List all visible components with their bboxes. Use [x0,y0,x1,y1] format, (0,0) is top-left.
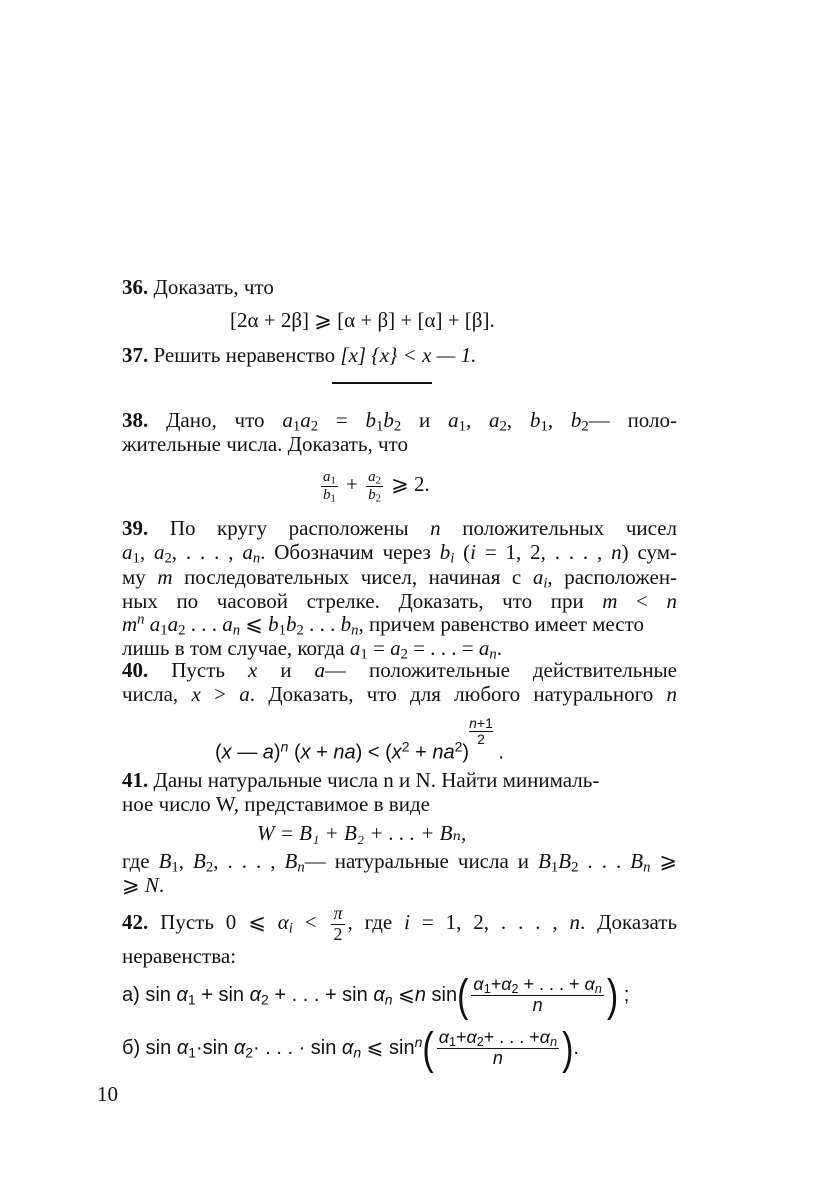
problem-41-line-3: где $B_1$, $B_2$, . . . , $B_n—$ натуральные числа и $B_1B_2$ . . . $B_n$ ⩾ [122,849,678,876]
problem-36-text: Доказать, что [153,275,274,299]
problem-39-text-4: ных по часовой стрелке. Доказать, что при [122,589,584,613]
problem-38-text-a: Дано, [166,408,217,432]
problem-41-formula: W = B₁ + B₂ + . . . + Bₙ, [257,821,467,845]
problem-38-line-1: 38. Дано, что $a_1a_2 = b_1b_2$ и $a_1$, $a_2$, $b_1$, $b_2—$ поло- [122,408,677,435]
problem-36-number: 36. [122,275,149,299]
problem-38-text-c: и [419,408,431,432]
problem-40-text-2b: Доказать, что для любого натурального [268,682,654,706]
problem-42-line-1: 42. Пусть 0 ⩽ $\alpha_i$ < $\frac{\pi}{2}$ , где i = 1, 2, . . . , n. Доказать [122,902,678,944]
problem-42-label-a: а) [122,984,140,1006]
problem-41-text-3b: — натуральные числа и [304,849,530,873]
problem-39-text-3c: расположен- [564,565,678,589]
problem-39-text-2a: Обозначим через [274,540,431,564]
problem-42-text-1a: Пусть [160,910,214,934]
problem-39-text-6: лишь в том случае, когда [122,636,345,660]
problem-39-text-3b: последовательных чисел, начиная с [184,565,522,589]
problem-41-number: 41. [122,768,149,792]
problem-42-number: 42. [122,910,149,934]
problem-42-formula-b: б) $\sin \alpha_1\cdot\sin$ $\alpha_2\cdot$ . . . · $\sin \alpha_n$ ⩽ $\sin^n$( $\frac{\alpha_1+\alpha_2+ . . . +\alpha_n}{n}$ ). [122,1024,579,1074]
problem-42-label-b: б) [122,1037,141,1059]
problem-42-text-1c: Доказать [597,910,678,934]
problem-42-text-1b: где [364,910,393,934]
problem-38-line-2: жительные числа. Доказать, что [122,432,408,456]
problem-38-text-d: — поло- [588,408,677,432]
problem-39-line-5: $m^n$ $a_1a_2$ . . . $a_n$ ⩽ $b_1b_2$ . . . $b_n$, причем равенство имеет место [122,611,644,639]
problem-39-text-5: , причем равенство имеет место [358,612,644,636]
problem-38-text-b: что [234,408,265,432]
problem-39-line-3: му m последовательных чисел, начиная с $a_i$, расположен- [122,565,678,592]
problem-36-formula: [2α + 2β] ⩾ [α + β] + [α] + [β]. [230,308,495,332]
problem-39-line-6: лишь в том случае, когда $a_1 = a_2$ = . . . = $a_n$. [122,636,502,663]
problem-40-formula: (x — a)$^n$ $(x + na) < (x^2 + na^2)$ $\frac{n+1}{2}$ . [215,715,504,764]
problem-39-line-1: 39. По кругу расположены n положительных чисел [122,516,678,540]
problem-40-number: 40. [122,658,149,682]
problem-37-line [122,343,476,367]
problem-40-text-1c: — положительные действительные [325,658,677,682]
problem-39-line-4: ных по часовой стрелке. Доказать, что при m < n [122,589,677,613]
problem-37-number: 37. [122,343,149,367]
problem-40-text-2a: числа, [122,682,179,706]
problem-42-formula-a: а) $\sin \alpha_1 + \sin \alpha_2$ + . . . + $\sin \alpha_n$ ⩽n sin( $\frac{\alpha_1+\alpha_2 + . . . + \alpha_n}{n}$ ) ; [122,971,630,1021]
problem-40-line-1: 40. Пусть x и a— положительные действительные [122,658,677,682]
problem-39-text-3a: му [122,565,146,589]
section-divider [332,382,432,384]
problem-38-number: 38. [122,408,149,432]
problem-40-text-1b: и [280,658,292,682]
problem-38-formula: $\frac{a_1}{b_1}$ + $\frac{a_2}{b_2}$ ⩾ 2. [323,469,430,505]
problem-37-text: Решить неравенство [153,343,336,367]
page-number: 10 [97,1082,118,1106]
problem-39-text-1-end: положительных чисел [462,516,678,540]
problem-41-text-3a: где [122,849,150,873]
problem-41-line-4: ⩾ N. [122,873,165,897]
problem-36-line [122,275,274,299]
problem-41-line-1 [122,768,599,792]
problem-40-line-2: числа, x > a. Доказать, что для любого натурального n [122,682,678,706]
problem-41-text-1: Даны натуральные числа n и N. Найти минималь- [153,768,600,792]
problem-39-text-2b: сум- [637,540,678,564]
problem-39-line-2: $a_1$, $a_2$, . . . , $a_n$. Обозначим через $b_i$ (i = 1, 2, . . . , n) сум- [122,540,678,567]
problem-42-line-2: неравенства: [122,944,237,968]
problem-40-text-1a: Пусть [171,658,225,682]
problem-38-formula-tail: ⩾ 2. [391,472,430,496]
problem-39-text-1: По кругу расположены [169,516,409,540]
problem-39-number: 39. [122,516,149,540]
problem-37-formula: [x] {x} < x — 1. [340,343,477,367]
problem-41-line-2: ное число W, представимое в виде [122,792,430,816]
